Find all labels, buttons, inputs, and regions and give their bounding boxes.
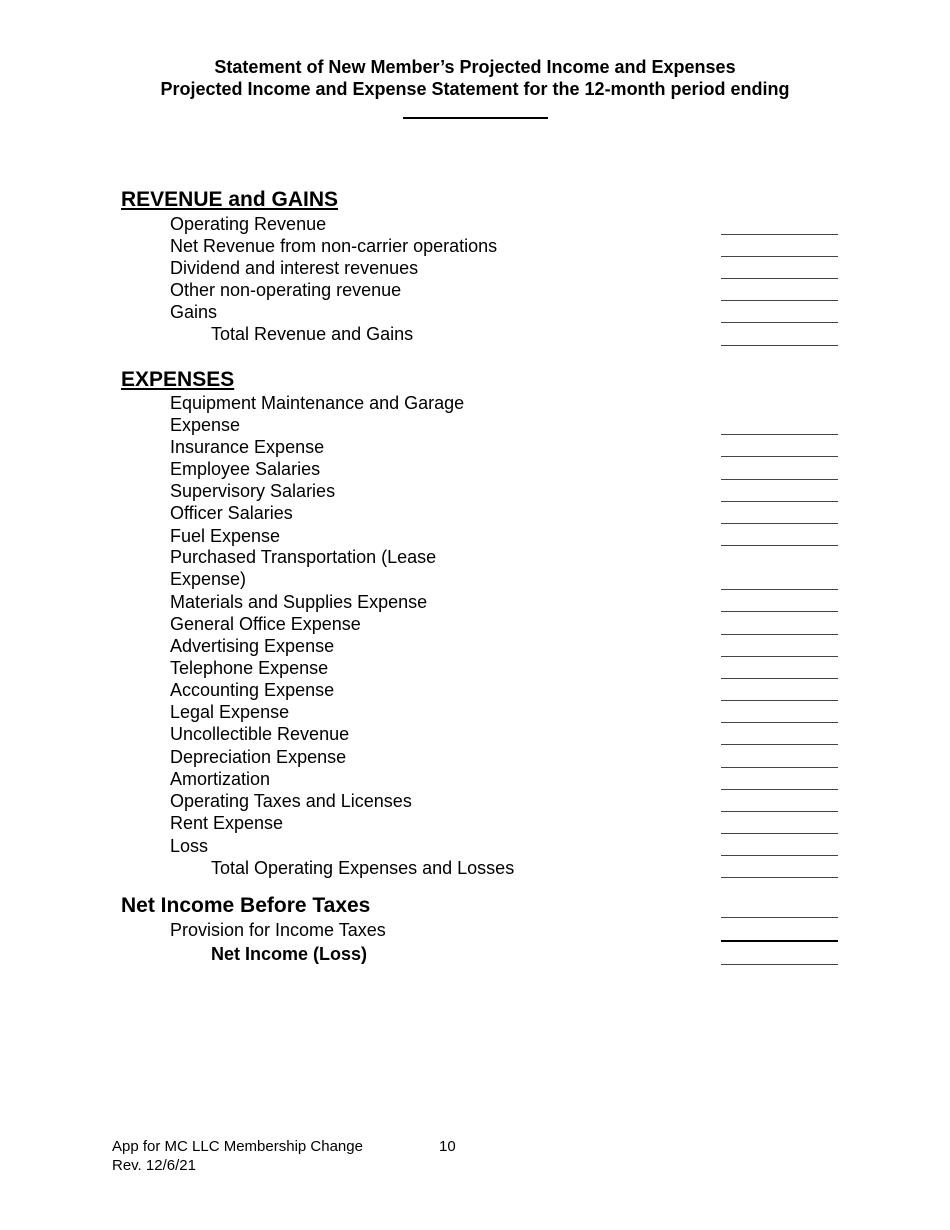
amount-field[interactable] xyxy=(721,611,838,612)
expense-item: Legal Expense xyxy=(170,702,290,722)
amount-field[interactable] xyxy=(721,479,838,480)
footer-revision: Rev. 12/6/21 xyxy=(112,1157,196,1174)
net-income-before-taxes-heading: Net Income Before Taxes xyxy=(121,894,371,917)
amount-field[interactable] xyxy=(721,278,838,279)
expense-item: Amortization xyxy=(170,769,271,789)
revenue-item: Dividend and interest revenues xyxy=(170,258,419,278)
revenue-item: Other non-operating revenue xyxy=(170,280,402,300)
expense-item: Purchased Transportation (Lease Expense) xyxy=(170,547,437,589)
revenue-total-label: Total Revenue and Gains xyxy=(211,324,414,344)
revenue-total-field[interactable] xyxy=(721,345,838,346)
amount-field[interactable] xyxy=(721,789,838,790)
expense-item: Accounting Expense xyxy=(170,680,335,700)
amount-field[interactable] xyxy=(721,833,838,834)
page-number: 10 xyxy=(439,1138,456,1155)
expense-item: Employee Salaries xyxy=(170,459,321,479)
expense-item: Loss xyxy=(170,836,209,856)
expense-item: Officer Salaries xyxy=(170,503,293,523)
revenue-heading: REVENUE and GAINS xyxy=(121,188,339,211)
expenses-total-field[interactable] xyxy=(721,877,838,878)
amount-field[interactable] xyxy=(721,523,838,524)
provision-income-taxes-label: Provision for Income Taxes xyxy=(170,920,386,940)
amount-field[interactable] xyxy=(721,234,838,235)
revenue-item: Gains xyxy=(170,302,218,322)
amount-field[interactable] xyxy=(721,434,838,435)
amount-field[interactable] xyxy=(721,700,838,701)
amount-field[interactable] xyxy=(721,545,838,546)
revenue-item: Operating Revenue xyxy=(170,214,327,234)
amount-field[interactable] xyxy=(721,501,838,502)
expense-item: Fuel Expense xyxy=(170,526,281,546)
expenses-heading: EXPENSES xyxy=(121,368,235,391)
amount-field[interactable] xyxy=(721,456,838,457)
footer-document-name: App for MC LLC Membership Change xyxy=(112,1138,363,1155)
expense-item: General Office Expense xyxy=(170,614,361,634)
expense-item: Insurance Expense xyxy=(170,437,325,457)
expenses-total-label: Total Operating Expenses and Losses xyxy=(211,858,515,878)
amount-field[interactable] xyxy=(721,767,838,768)
amount-field[interactable] xyxy=(721,811,838,812)
amount-field[interactable] xyxy=(721,656,838,657)
expense-item: Equipment Maintenance and Garage Expense xyxy=(170,393,465,435)
revenue-item: Net Revenue from non-carrier operations xyxy=(170,236,498,256)
amount-field[interactable] xyxy=(721,744,838,745)
expense-item: Telephone Expense xyxy=(170,658,329,678)
expense-item: Supervisory Salaries xyxy=(170,481,336,501)
document-title: Statement of New Member’s Projected Income and Expenses xyxy=(214,57,736,77)
expense-item: Uncollectible Revenue xyxy=(170,724,350,744)
expense-item: Operating Taxes and Licenses xyxy=(170,791,412,811)
provision-income-taxes-field[interactable] xyxy=(721,940,838,942)
amount-field[interactable] xyxy=(721,322,838,323)
net-income-field[interactable] xyxy=(721,964,838,965)
expense-item: Depreciation Expense xyxy=(170,747,347,767)
period-ending-blank[interactable] xyxy=(403,117,548,119)
document-subtitle: Projected Income and Expense Statement for the 12-month period ending xyxy=(160,79,790,99)
net-income-label: Net Income (Loss) xyxy=(211,944,368,964)
expense-item: Rent Expense xyxy=(170,813,284,833)
amount-field[interactable] xyxy=(721,634,838,635)
amount-field[interactable] xyxy=(721,256,838,257)
amount-field[interactable] xyxy=(721,589,838,590)
net-income-before-taxes-field[interactable] xyxy=(721,917,838,918)
amount-field[interactable] xyxy=(721,855,838,856)
amount-field[interactable] xyxy=(721,678,838,679)
expense-item: Advertising Expense xyxy=(170,636,335,656)
expense-item: Materials and Supplies Expense xyxy=(170,592,428,612)
amount-field[interactable] xyxy=(721,722,838,723)
amount-field[interactable] xyxy=(721,300,838,301)
